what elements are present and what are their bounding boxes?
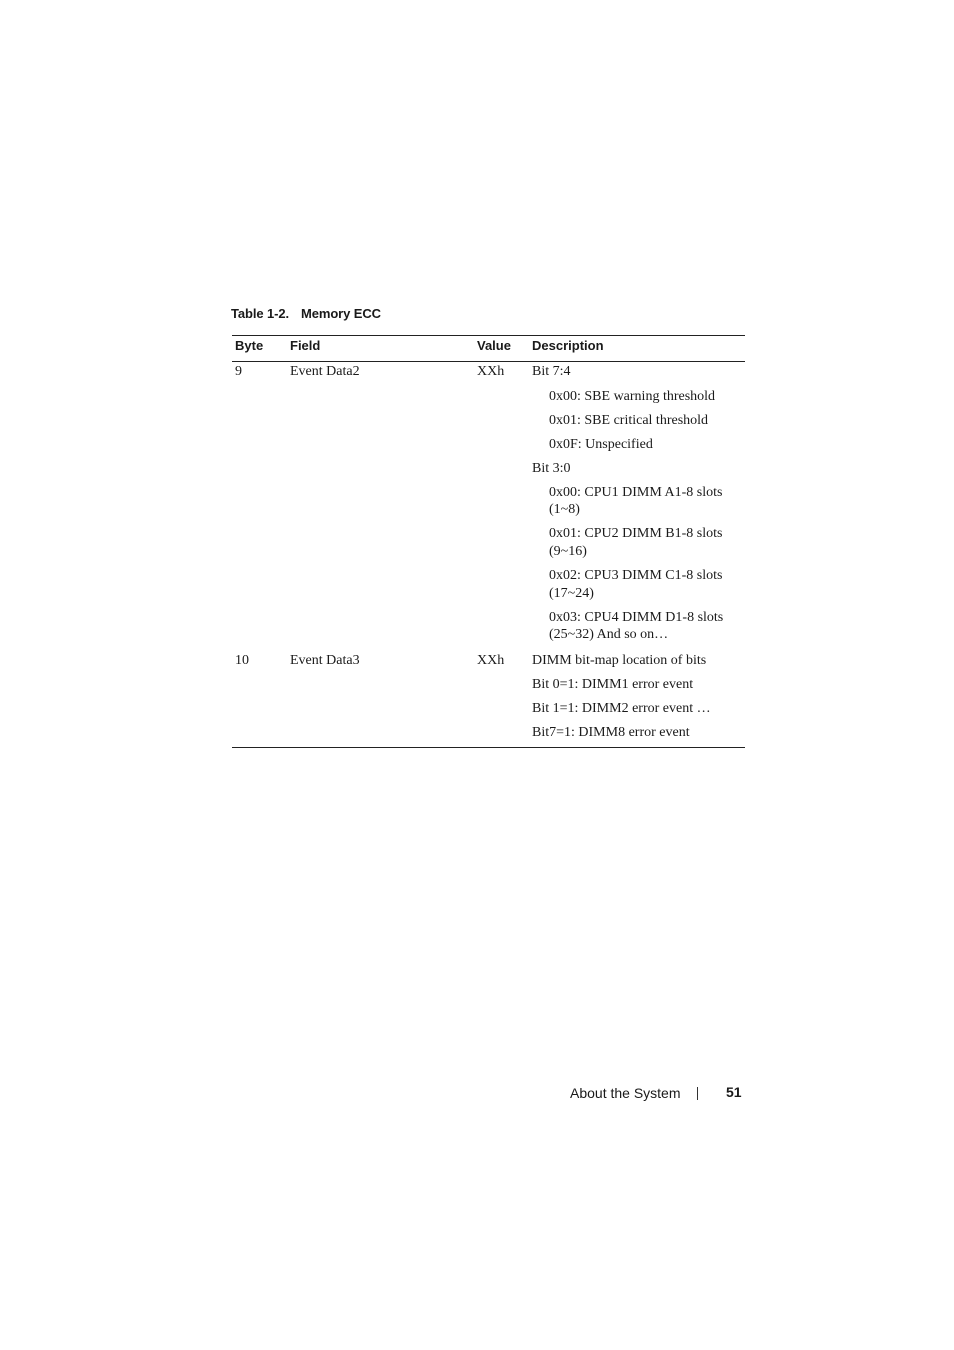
description-line: (9~16): [549, 544, 587, 559]
row-value: XXh: [477, 653, 505, 668]
description-line: DIMM bit-map location of bits: [532, 653, 707, 668]
header-field: Field: [290, 338, 321, 353]
header-description: Description: [532, 338, 604, 353]
header-byte: Byte: [235, 338, 264, 353]
table-bottom-rule: [232, 747, 745, 748]
row-byte: 10: [235, 653, 249, 668]
description-line: 0x00: CPU1 DIMM A1-8 slots: [549, 485, 723, 500]
description-line: (17~24): [549, 586, 594, 601]
description-line: 0x01: SBE critical threshold: [549, 413, 709, 428]
table-top-rule: [232, 335, 745, 336]
row-value: XXh: [477, 364, 505, 379]
description-line: 0x03: CPU4 DIMM D1-8 slots: [549, 610, 724, 625]
description-line: Bit 3:0: [532, 461, 571, 476]
table-caption: [231, 306, 381, 321]
table-title: Memory ECC: [301, 306, 381, 321]
footer-section-title: About the System: [570, 1085, 681, 1101]
table-header-rule: [232, 361, 745, 362]
footer-separator: [697, 1087, 698, 1100]
description-line: 0x02: CPU3 DIMM C1-8 slots: [549, 568, 723, 583]
description-line: Bit 1=1: DIMM2 error event …: [532, 701, 711, 716]
page-number: 51: [726, 1084, 742, 1100]
description-line: Bit 0=1: DIMM1 error event: [532, 677, 694, 692]
row-byte: 9: [235, 364, 242, 379]
table-number: Table 1-2.: [231, 306, 290, 321]
description-line: 0x0F: Unspecified: [549, 437, 653, 452]
row-field: Event Data2: [290, 364, 360, 379]
description-line: 0x01: CPU2 DIMM B1-8 slots: [549, 526, 723, 541]
description-line: Bit7=1: DIMM8 error event: [532, 725, 690, 740]
description-line: (1~8): [549, 502, 580, 517]
header-value: Value: [477, 338, 511, 353]
description-line: (25~32) And so on…: [549, 627, 669, 642]
description-line: Bit 7:4: [532, 364, 571, 379]
row-field: Event Data3: [290, 653, 360, 668]
description-line: 0x00: SBE warning threshold: [549, 389, 716, 404]
